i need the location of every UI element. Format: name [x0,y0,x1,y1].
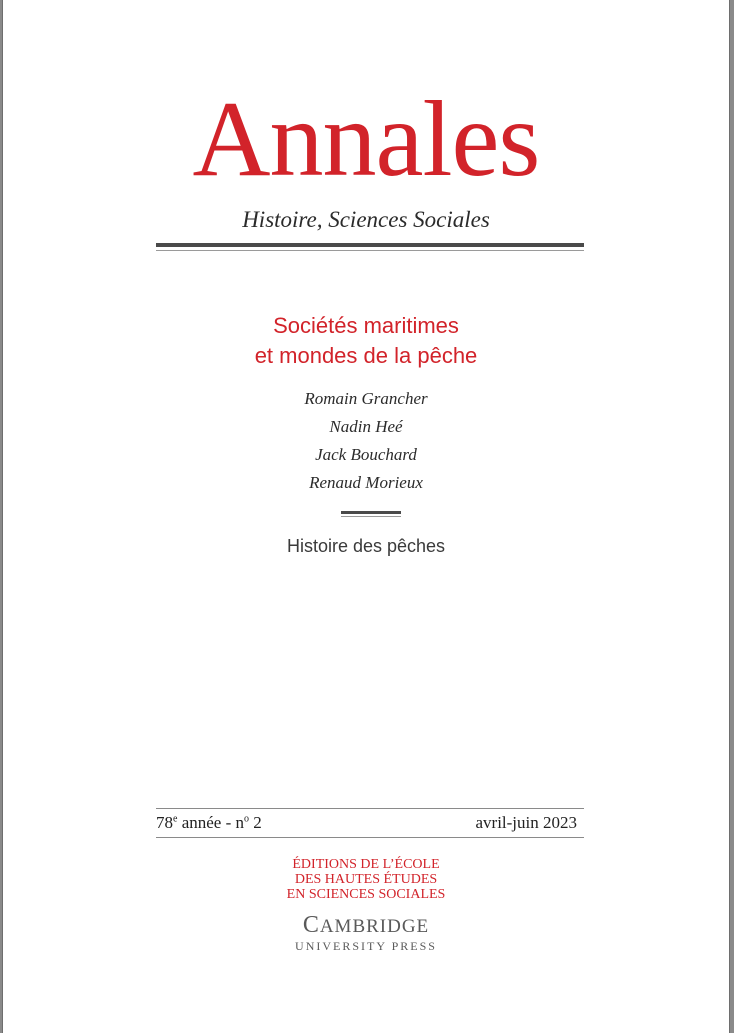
section-divider-thin [341,516,401,517]
journal-title: Annales [192,80,540,199]
masthead-rule-thick [156,243,584,247]
publisher-cambridge-press: UNIVERSITY PRESS [295,939,437,953]
issue-volume-number: 78e année - $n^o$ 2 [156,813,262,832]
journal-subtitle: Histoire, Sciences Sociales [242,207,490,232]
publisher-ehess-line: EN SCIENCES SOCIALES [286,887,446,902]
issue-date: avril-juin 2023 [475,813,577,832]
issue-rule-top [156,808,584,809]
section-divider-thick [341,511,401,514]
dossier-title [3,311,729,371]
author-list [3,385,729,497]
publisher-ehess [3,857,729,902]
author-name: Jack Bouchard [315,445,417,464]
issue-rule-bottom [156,837,584,838]
masthead-rule-thin [156,250,584,251]
section-title: Histoire des pêches [286,536,446,556]
publisher-cambridge-name: CAMBRIDGE [302,912,430,938]
publisher-ehess-line: ÉDITIONS DE L’ÉCOLE [292,857,440,872]
publisher-ehess-line: DES HAUTES ÉTUDES [294,872,438,887]
author-name: Renaud Morieux [309,473,423,492]
author-name: Nadin Heé [329,417,403,436]
dossier-title-line-2: et mondes de la pêche [254,343,478,368]
journal-cover [2,0,730,1033]
author-name: Romain Grancher [304,389,428,408]
dossier-title-line-1: Sociétés maritimes [273,313,459,338]
